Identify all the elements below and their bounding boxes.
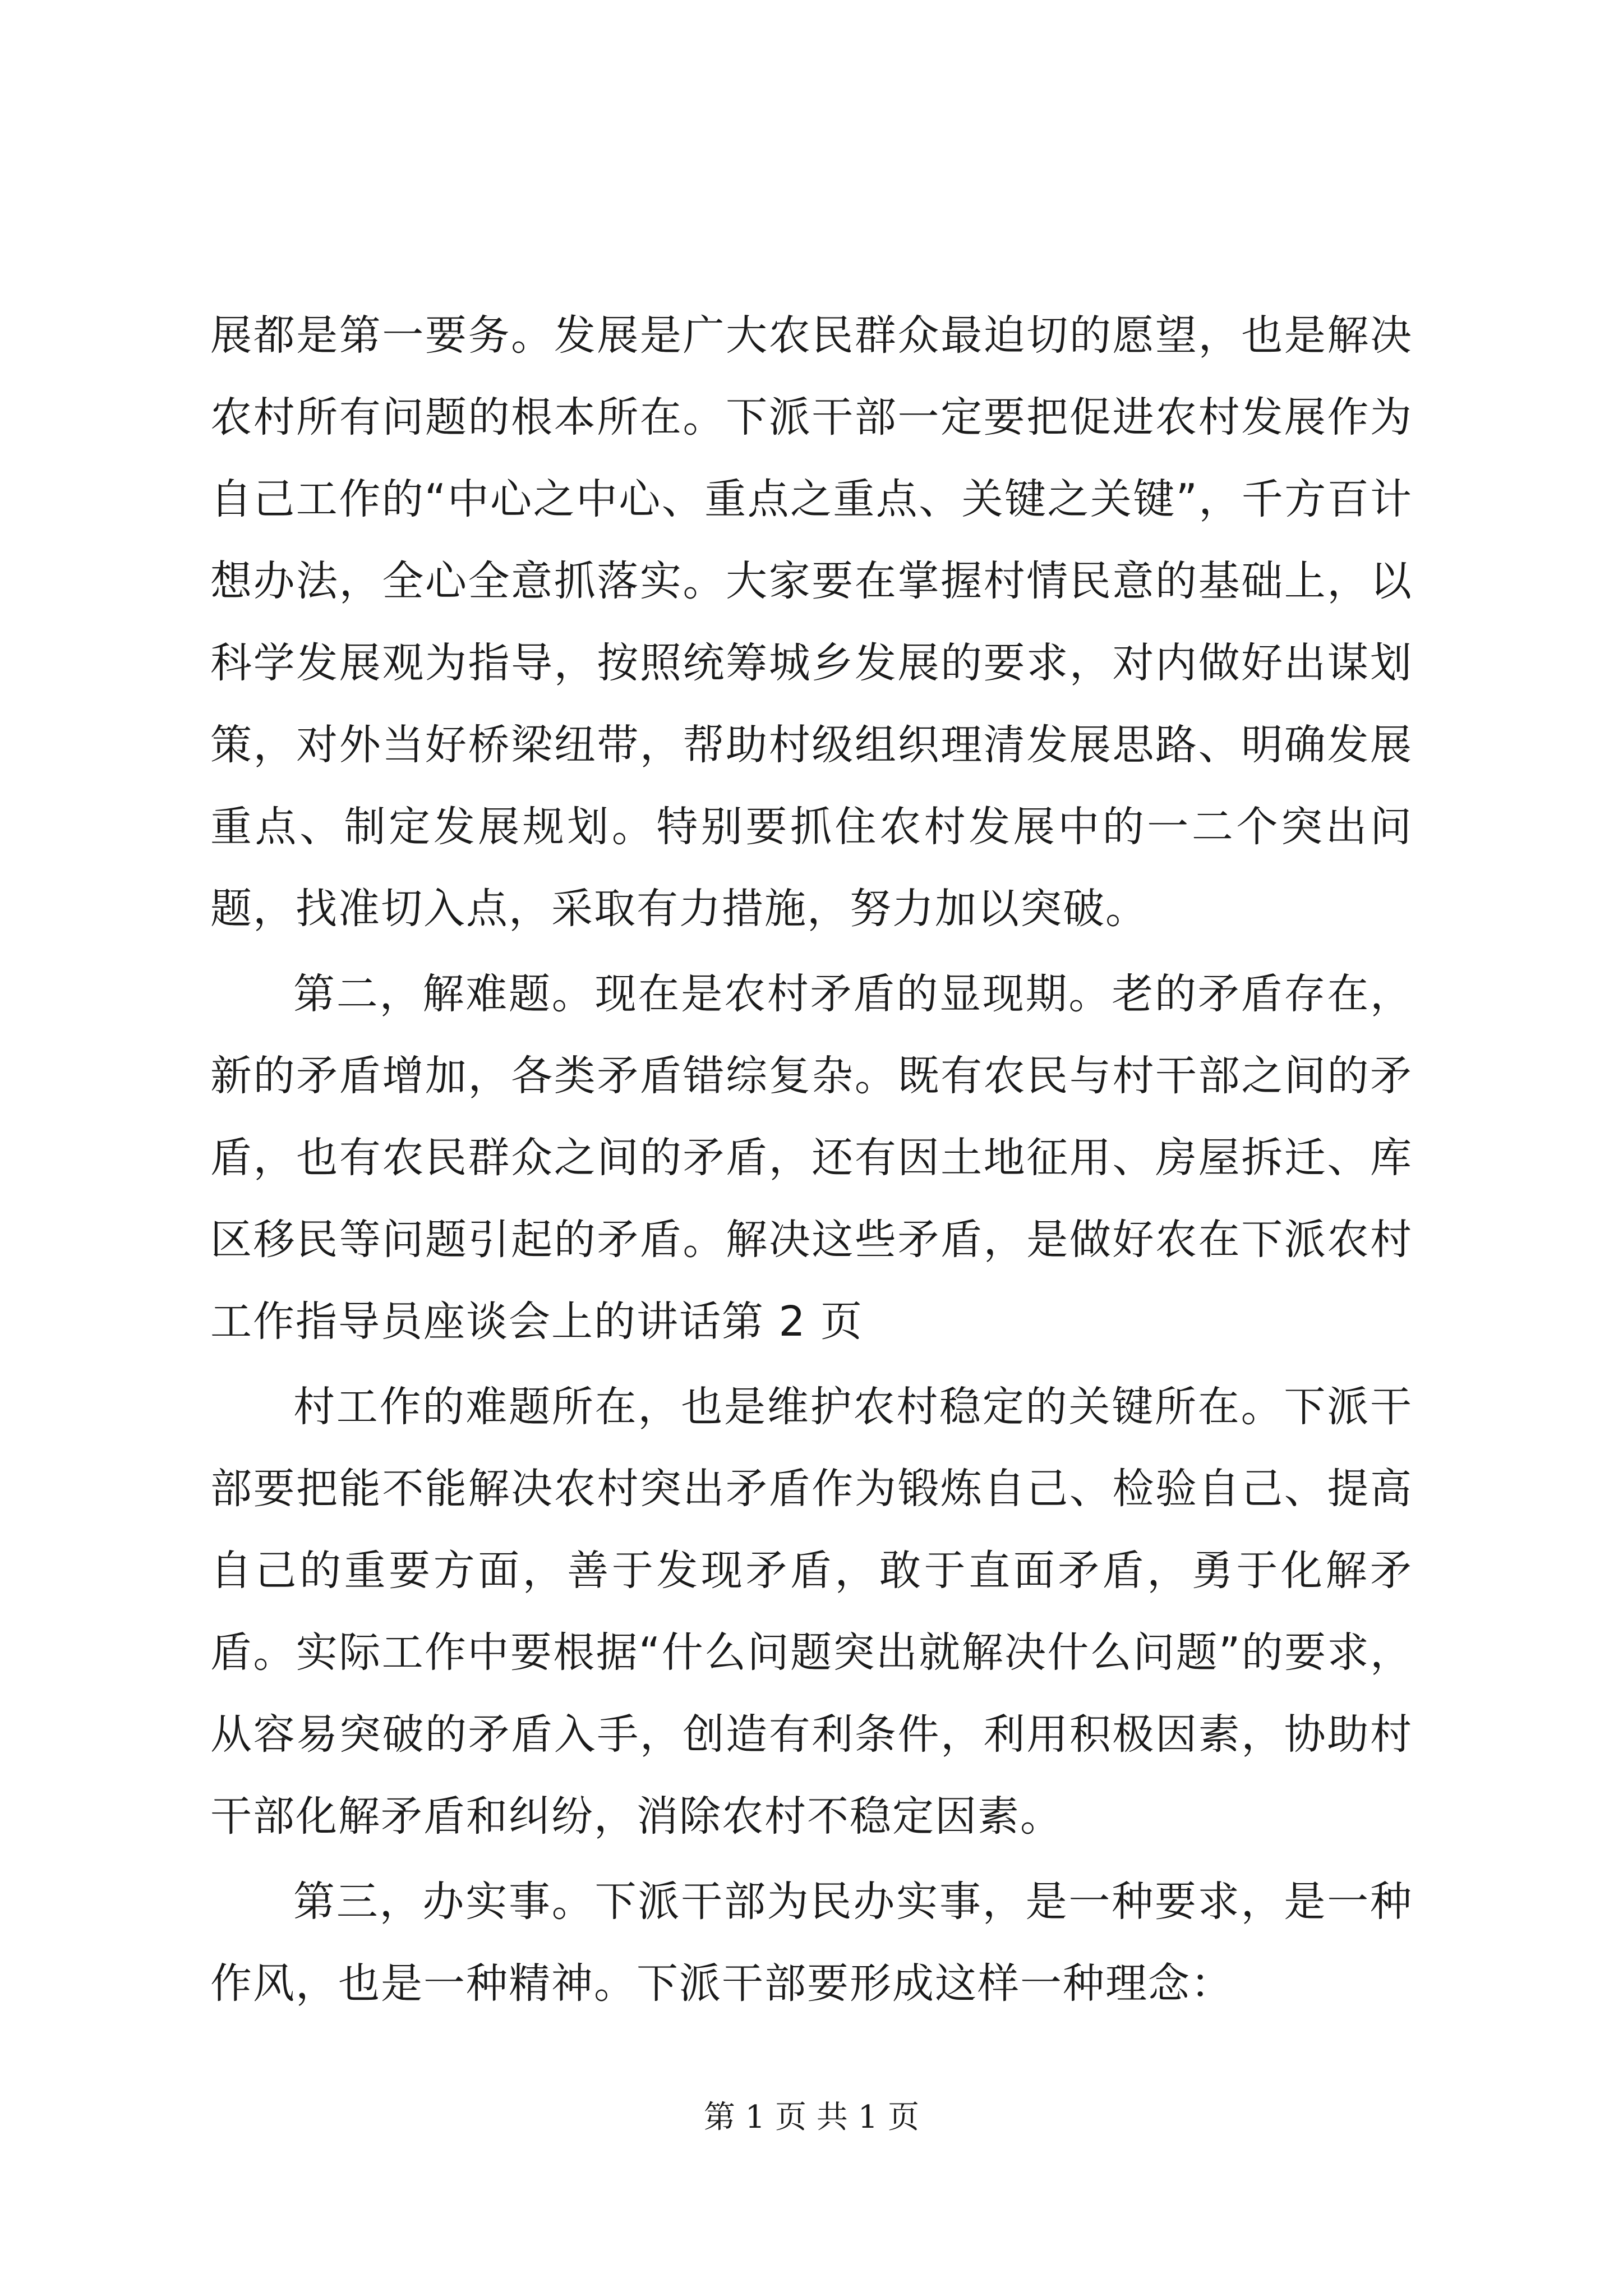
paragraph-second-point: 第二，解难题。现在是农村矛盾的显现期。老的矛盾存在，新的矛盾增加，各类矛盾错综复杂。既有农民与村干部之间的矛盾，也有农民群众之间的矛盾，还有因土地征用、房屋拆迁、库区移民等问题引起的矛盾。解决这些矛盾，是做好农在下派农村工作指导员座谈会上的讲话第 2 页 (210, 970, 1413, 1346)
document-body (210, 295, 1413, 2028)
paragraph-third-point: 第三，办实事。下派干部为民办实事，是一种要求，是一种作风，也是一种精神。下派干部要形成这样一种理念： (210, 1878, 1413, 2008)
paragraph-second-point-continued: 村工作的难题所在，也是维护农村稳定的关键所在。下派干部要把能不能解决农村突出矛盾作为锻炼自己、检验自己、提高自己的重要方面，善于发现矛盾，敢于直面矛盾，勇于化解矛盾。实际工作中要根据“什么问题突出就解决什么问题”的要求，从容易突破的矛盾入手，创造有利条件，利用积极因素，协助村干部化解矛盾和纠纷，消除农村不稳定因素。 (210, 1383, 1413, 1841)
paragraph-continuation: 展都是第一要务。发展是广大农民群众最迫切的愿望，也是解决农村所有问题的根本所在。下派干部一定要把促进农村发展作为自己工作的“中心之中心、重点之重点、关键之关键”，千方百计想办法，全心全意抓落实。大家要在掌握村情民意的基础上，以科学发展观为指导，按照统筹城乡发展的要求，对内做好出谋划策，对外当好桥梁纽带，帮助村级组织理清发展思路、明确发展重点、制定发展规划。特别要抓住农村发展中的一二个突出问题，找准切入点，采取有力措施，努力加以突破。 (210, 311, 1413, 933)
page-footer: 第 1 页 共 1 页 (703, 2099, 920, 2136)
